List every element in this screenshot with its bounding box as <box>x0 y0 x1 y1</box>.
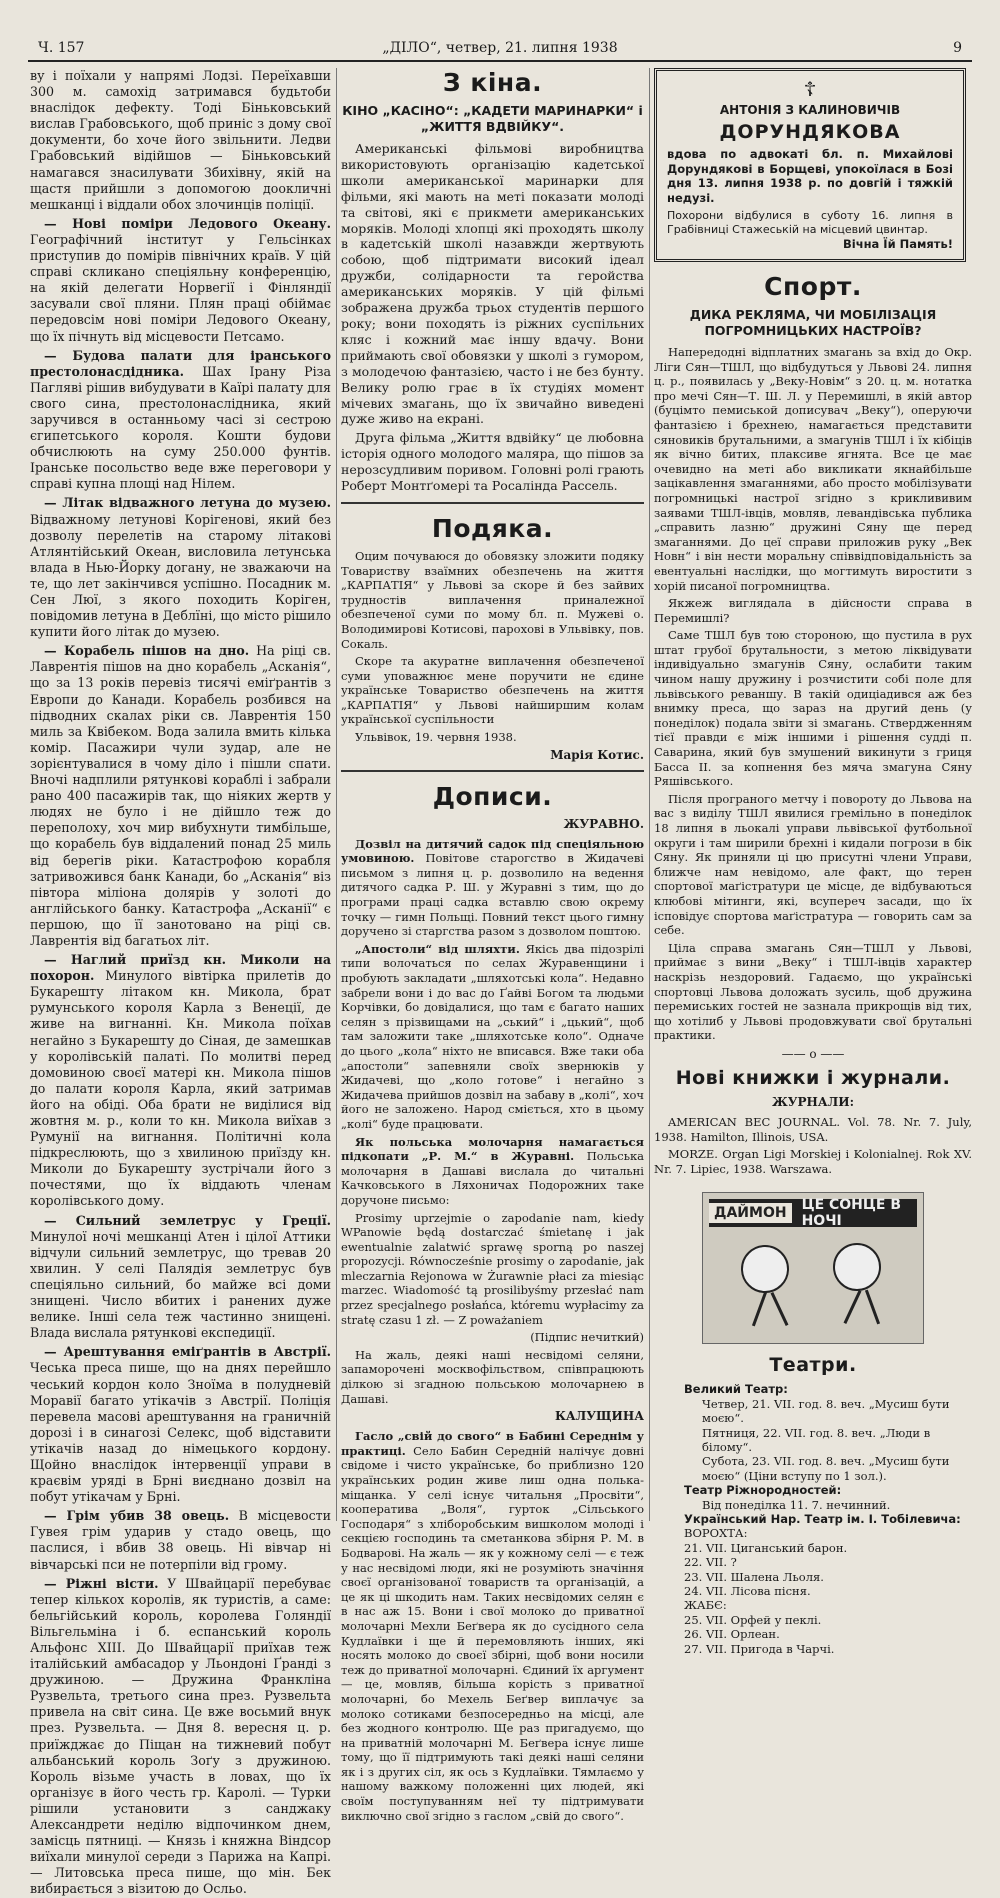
news-headline: — Будова палати для іранського престолонасдідника. <box>30 347 331 379</box>
leg-icon <box>771 1292 789 1326</box>
theatre-name: Театр Ріжнородностей: <box>684 1483 842 1498</box>
obituary-box <box>654 68 966 262</box>
ad-slogan: ЦЕ СОНЦЕ В НОЧІ <box>801 1197 901 1230</box>
theatre-show: 25. VII. Орфей у пеклі. <box>684 1612 822 1627</box>
news-headline: — Грім убив 38 овець. <box>44 1508 230 1524</box>
news-headline: — Корабель пішов на дно. <box>44 643 250 659</box>
theatre-name: Великий Театр: <box>684 1382 788 1397</box>
theatre-show: Четвер, 21. VII. год. 8. веч. „Мусиш бути моєю“. <box>702 1396 950 1426</box>
column-middle <box>341 68 645 1823</box>
separator: —— о —— <box>781 1046 845 1061</box>
theatre-name: Український Нар. Театр ім. І. Тобілевича: <box>684 1511 961 1526</box>
news-item: — Ріжні вісти. У Швайцарії перебуває тепер кількох королів, як туристів, а саме: бельгійський король, королева Голяндії Вільгельміна і б. еспанський король Альфонс XIII. До Швайцарії приїхав теж італійський амбасадор у Льондоні Ґранді з дружиною. — Дружина Франкліна Рузвельта, третього сина през. Рузвельта привела на світ сина. Це вже восьмий внук през. Рузвельта. — Дня 8. вересня ц. р. приїжджає до Піщан на тижневий побут альбанський король Зоґу з дружиною. Король візьме участь в ловах, що їх організує в його честь гр. Каролі. — Турки рішили установити з санджаку Александрети неділю відпочинком днем, замісць пятниці. — Князь і княжна Віндсор виїхали минулої середи з Парижа на Капрі. — Литовська преса пише, що мін. Бек вибирається з візитою до Осльо. <box>30 1575 331 1897</box>
news-item: — Нові поміри Ледового Океану. Географічний інститут у Гельсінках приступив до помірів північних країв. У цій справі скликано спеціяльну конференцію, на якій делегати Норвегії і Фінляндії засували свої пляни. Плян праці обіймає передовсім нові поміри Ледового Океану, що їх пічнуть від місцевости Петсамо. <box>30 215 331 344</box>
section-title-theatre: Театри. <box>769 1354 857 1377</box>
theatre-show: 22. VII. ? <box>684 1555 737 1570</box>
dopys-item: „Апостоли“ від шляхти. Якісь два підозрілі типи волочаться по селах Журавенщини і пробують закладати „шляхотські кола“. Недавно забрели вони і до вас до Ґайві Богом та людьми Корчівки, бо довідалися, що там є багато наших селян з прізвищами на „ський“ і „цький“, щоб там заложити таке „шляхотське коло“. Одначе до цього „кола“ ніхто не вписався. Вже таки оба „апостоли“ запевняли своїх звернюків у Жидачеві, що „коло готове“ і негайно з Жидачева прийшов дозвіл на забаву в „колі“, хоч його не заложено. Народ сміється, хто в цьому „колі“ буде працювати. <box>341 941 644 1131</box>
sport-paragraph: Після програного метчу і повороту до Львова на вас з виділу ТШЛ явилися гремільно в понеділок 18 липня в льокалі управи львівської футбольної округи і там ширили брехні і кидали погрози в бік Сяну. Як приняли ці цю присутні члени Управи, ближче нам невідомо, але факт, що терен спортової маґістратури це місце, де відбуваються клюбові мітинги, які, всупереч засади, що їх ісповідує спортова маґістратура — говорить сам за себе. <box>654 791 972 938</box>
letter-signature: (Підпис нечиткий) <box>530 1330 644 1345</box>
sport-paragraph: Якжеж виглядала в дійсности справа в Перемишлі? <box>654 596 972 625</box>
news-item: — Літак відважного летуна до музею. Відважному летунові Корігенові, який без дозволу перелетів на старому літакові Атлянтійський Океан, висловила летунська влада в Нью-Йорку догану, не звaжаючи на те, що лет закінчився успішно. Посадник м. Сен Люї, з якого походить Коріген, повідомив летуна в Деблїні, що місто рішило купити його літак до музею. <box>30 495 331 640</box>
dopys-item: На жаль, деякі наші несвідомі селяни, запаморочені москвофільством, співпрацюють ділкою зі згадною польською молочарнею в Дашаві. <box>341 1347 644 1406</box>
kino-subtitle: КІНО „КАСІНО“: „КАДЕТИ МАРИНАРКИ“ і „ЖИТТЯ ВДВІЙКУ“. <box>342 103 643 134</box>
theatre-show: 24. VII. Лісова пісня. <box>684 1583 811 1598</box>
obituary-name-line: АНТОНІЯ З КАЛИНОВИЧІВ <box>719 103 901 117</box>
sport-subtitle: ДИКА РЕКЛЯМА, ЧИ МОБІЛІЗАЦІЯ ПОГРОМНИЦЬКИХ НАСТРОЇВ? <box>689 307 937 338</box>
section-title-dopysy: Дописи. <box>432 781 553 811</box>
news-headline: — Сильний землетрус у Греції. <box>44 1212 331 1228</box>
news-item: — Арештування еміґрантів в Австрії. Чеська преса пише, що на днях перейшло чеський кордон коло Зноїма в полудневій Моравії багато утікачів з Австрії. Поліція перевела масові арештування на граничній дорозі і в синагозі Селекс, щоб відставити утікачів назад до німецького кордону. Щойно внаслідок інтервенції управи в краєвім уряді в Брні виєднано дозвіл на побут утікачам у Брні. <box>30 1344 331 1505</box>
journal-entry: MORZE. Organ Ligi Morskiej i Kolonialnej. Rok XV. Nr. 7. Lipiec, 1938. Warszawa. <box>654 1147 972 1176</box>
kino-paragraph: Друга фільма „Життя вдвійку“ це любовна історія одного молодого маляра, що пішов за нерозсудливим поривом. Головні ролі грають Роберт Монтґомері та Росалінда Рассель. <box>341 430 644 494</box>
news-headline: — Нові поміри Ледового Океану. <box>44 215 331 231</box>
theatre-show: Від понеділка 11. 7. нечинний. <box>702 1497 891 1512</box>
obituary-burial: Похорони відбулися в суботу 16. липня в Грабівниці Стажеській на місцевий цвинтар. <box>667 209 953 236</box>
news-headline: — Ріжні вісти. <box>44 1575 159 1591</box>
ad-logo: ДАЙМОН <box>709 1203 792 1223</box>
issue-number: Ч. 157 <box>38 40 85 56</box>
ad-banner <box>709 1197 917 1230</box>
section-title-books: Нові книжки і журнали. <box>675 1066 951 1089</box>
section-title-podyaka: Подяка. <box>431 513 554 543</box>
obituary-surname: ДОРУНДЯКОВА <box>719 121 901 143</box>
news-headline: — Літак відважного летуна до музею. <box>44 495 331 511</box>
section-title-kino: З кіна. <box>442 68 543 97</box>
sport-paragraph: Напередодні відплатних змагань за вхід до Окр. Ліги Сян—ТШЛ, що відбудуться у Львові 24. липня ц. р., появилась у „Веку-Новім“ з 20. ц. м. нотатка про мечі Сян—Т. Ш. Л. у Перемишлі, в якій автор (буцімто пемиськой дописувач „Веку“), оперуючи фантазією і брехнею, намагається представити сяновиків брутальними, а змагунів ТШЛ і їх кібіців як вічно битих, плаксиве ягнята. Все це має очевидно на меті або викликати якнайбільше зацікавлення змаганнями, або просто мобілізувати погромницькі настрої згідно з криклививим заявами ТШЛ-івців, мовляв, левандівська публика „справить лазню“ дружині Сяну ще перед змаганнями. До цеї справи приложив руку „Век Новн“ і він нести моральну співвідповідальність за евентуальні наслідки, що могтимуть виростити з хорій писаної погромництва. <box>654 345 972 593</box>
theatre-show: Пятниця, 22. VII. год. 8. веч. „Люди в білому“. <box>702 1425 931 1454</box>
podyaka-place: Ульвівок, 19. червня 1938. <box>355 730 517 745</box>
theatre-listing <box>684 1382 972 1656</box>
leg-icon <box>844 1290 862 1324</box>
column-divider <box>649 68 650 1521</box>
news-headline: — Наглий приїзд кн. Миколи на похорон. <box>30 952 331 984</box>
journals-label: ЖУРНАЛИ: <box>772 1094 854 1109</box>
leg-icon <box>752 1292 767 1327</box>
tour-city: ЖАБЄ: <box>684 1598 727 1613</box>
podyaka-paragraph: Оцим почуваюся до обовязку зложити подяку Товариству взаїмних обезпечень на життя „КАРПАТІЯ“ у Львові за скоре й без зайвих трудностів виплачення приналежної обезпеченої суми по мому бл. п. Мужеві о. Володимирові Котисові, парохові в Ульвівку, пов. Сокаль. <box>341 548 644 651</box>
page-header <box>28 38 972 60</box>
theatre-show: 21. VII. Циганський барон. <box>684 1540 848 1555</box>
sport-paragraph: Саме ТШЛ був тою стороною, що пустила в рух штат грубої брутальности, з метою ліквідувати індивідуально змагунів Сяну, ослабити таким чином нашу дружину і розчистити собі поле для львівського реваншу. В такій одиціадився аж без внимку преса, що зараз на другий день (у понеділок) подала звіти зі змагань. Ствердженням тієї правди є між іншими і рішення судді п. Саварина, який був змушений викинути з гриця Басса II. за копнення без мяча змагуна Сяну Ряшівського. <box>654 628 972 789</box>
column-left <box>30 68 332 1897</box>
page-number: 9 <box>953 40 962 56</box>
leg-icon <box>865 1290 880 1325</box>
polish-letter: Prosimy uprzejmie o zapodanie nam, kiedy WPanowie będą dostarczać śmietanę i jak ewentualnie zalatwić sprawę sporną po naszej propozycji. Równocześnie prosimy o zapodanie, jak mleczarnia Rejonowa w Żurawnie płaci za miesiąc marzec. Wiadomość tą prosilibyśmy przesłać nam przez specjalnego posłańca, któremu wypłacimy za stratę czasu 1 zł. — Z poważaniem <box>341 1210 644 1327</box>
sport-paragraph: Ціла справа змагань Сян—ТШЛ у Львові, приймає з вини „Веку“ і ТШЛ-івців характер наскрізь нездоровий. Гадаємо, що українські спортовці Львова доложать зусиль, щоб дружина перемиських гостей не зазнала прикрощів від тих, що хотілиб у Львові продовжувати свої брутальні практики. <box>654 940 972 1043</box>
daimon-advertisement <box>702 1192 924 1344</box>
news-item: — Наглий приїзд кн. Миколи на похорон. Минулого вівтірка прилетів до Букарешту літаком кн. Микола, брат румунського короля Карла з Венеції, де живе на вигнанні. Кн. Микола поїхав негайно з Букарешту до Сіная, де замешкав у королівській палаті. По молитві перед домовиною своєї матері кн. Микола пішов до палати короля Карла, який затримав його на обіді. Оба брати не виділися від жовтня м. р., коли то кн. Микола виїхав з Румунії на вигнання. Політичні кола підкреслюють, що з хвилиною приїзду кн. Миколи до Букарешту зустрічали його з почестями, що їх віддають членам королівського дому. <box>30 952 331 1209</box>
column-divider <box>336 68 337 1521</box>
section-rule <box>341 770 644 772</box>
news-item: — Сильний землетрус у Греції. Минулої ночі мешканці Атен і цілої Аттики відчули сильний землетрус, що тревав 20 хвилин. У селі Палядія землетрус був спеціяльно сильний, бо майже всі доми знищені. Число вбитих і ранених дуже велике. Інші села теж частинно знищені. Влада вислала рятункові експедиції. <box>30 1212 331 1341</box>
dopys-item: Дозвіл на дитячий садок під спеціяльною умовиною. Повітове старогство в Жидачеві письмом з липня ц. р. дозволило на ведення дитячого садка Р. Ш. у Журавні з тим, що до програми праці садка вставлю свою окрему точку — гимн Польщі. Повний текст цього гимну доручено зі старгства разом з дозволом поштою. <box>341 836 644 939</box>
theatre-show: 23. VII. Шалена Льоля. <box>684 1569 824 1584</box>
podyaka-signature: Марія Котис. <box>550 747 644 762</box>
dopys-item: Як польська молочарня намагається підкопати „Р. М.“ в Журавні. Польська молочарня в Дашаві вислала до читальні Качковського в Ляхоничах Подорожних таке доручоне письмо: <box>341 1134 645 1207</box>
podyaka-paragraph: Скоре та акуратне виплачення обезпеченої суми уповажнює мене поручити не єдине українське Товариство обезпечень на життя „КАРПАТІЯ“ у Львові найширшим колам української суспільности <box>341 654 644 727</box>
obituary-memory: Вічна Їй Память! <box>842 237 953 251</box>
section-rule <box>341 502 644 504</box>
theatre-show: 27. VII. Пригода в Чарчі. <box>684 1641 835 1656</box>
child-figure-icon <box>833 1243 881 1291</box>
news-item: — Корабель пішов на дно. На ріці св. Лаврентія пішов на дно корабель „Асканія“, що за 13 років перевіз тисячі еміґрантів з Европи до Канади. Корабель розбився на підводних скалах ріки св. Лаврентія 150 миль за Квібеком. Вода залила вмить кілька комір. Пасажири чули зудар, але не зорієнтувалися в чому діло і пішли спати. Вночі надплили рятункові кораблі і забрали рано 400 пасажирів так, що ніяких жертв у людях не було і не дійшло теж до переполоху, хоч мир вибухнути тимбільше, що корабель був віддалений понад 25 миль від берегів ріки. Катастрофою корабля затривожився банк Канади, бо „Асканія“ віз півтора міліона долярів у золоті до англійського банку. Катастрофа „Асканії“ є першою, що її занотовано на ріці св. Лаврентія від багатьох літ. <box>30 643 331 948</box>
news-item: — Грім убив 38 овець. В місцевости Гувея грім ударив у стадо овець, що паслися, і вбив 38 овець. Ні вівчар ні вівчарські пси не потерпіли від грому. <box>30 1508 331 1572</box>
news-headline: — Арештування еміґрантів в Австрії. <box>44 1344 331 1360</box>
dopys-item: Гасло „свій до свого“ в Бабині Середнім у практиці. Село Бабин Середній налічує довні свідоме і чисто українське, бо приблизно 120 українських родин живе лиш одна полька-міщанка. У селі існує читальня „Просвіти“, кооператива „Воля“, гурток „Сільського Господаря“ з хліборобським вишколом молоді і секцією господинь та сметанкова збірня Р. М. в Бодварові. На жаль — як у кожному селі — є теж у нас несвідомі люди, які не розуміють значіння своєї організованої товариств та організацій, а це як ці шкодить нам. Таких несвідомих селян є в нас аж 15. Вони і свої молоко до приватної молочарні Мехли Беґвера як до сусідного села Кудлаївки і ще й перемовляють інших, які носять молоко до своєї збірні, щоб вони носили теж до приватної молочарні. Єдиний їх аргумент — це, мовляв, більша корість з приватної молочарні, бо Мехель Беґвер виплачує за молоко сотиками безпосередньо на місці, але без жодного контролю. Ще раз пригадуємо, що на приватній молочарні М. Беґвера існує лише тому, що її підтримують такі деякі наші селяни як і з других сіл, як ось з Кудлаївки. Тямлаємо у нашому важкому положенні цих людей, які своїм поступуванням неї ту підтримувати виключно свої згідно з гаслом „свій до свого“. <box>341 1429 644 1823</box>
child-figure-icon <box>741 1245 789 1293</box>
journal-entry: AMERICAN BEC JOURNAL. Vol. 78. Nr. 7. July, 1938. Hamilton, Illinois, USA. <box>654 1114 972 1144</box>
obituary-text: вдова по адвокаті бл. п. Михайлові Дорундякові в Борщеві, упокоїлася в Бозі дня 13. липня 1938 р. по довгій і тяжкій недузі. <box>667 147 953 205</box>
section-title-sport: Спорт. <box>764 272 862 301</box>
tour-city: ВОРОХТА: <box>684 1526 748 1541</box>
orthodox-cross-icon: ☦ <box>803 77 817 101</box>
theatre-show: 26. VII. Орлеан. <box>684 1627 780 1642</box>
news-item: — Будова палати для іранського престолонасдідника. Шах Ірану Різа Пагляві рішив вибудувати в Каїрі палату для свого сина, престолонаслідника, який заручився в останньому часі зі сестрою єгипетського короля. Кошти будови обчислюють на суму 250.000 фунтів. Іранське посольство веде вже переговори у справі купна площі над Нілем. <box>30 347 332 492</box>
dopys-place: ЖУРАВНО. <box>563 816 644 831</box>
dopys-place: КАЛУЩИНА <box>554 1409 644 1424</box>
masthead-line: „ДІЛО“, четвер, 21. липня 1938 <box>382 40 618 56</box>
news-item: ву і поїхали у напрямі Лодзі. Переїхавши 300 м. самохід затримався будьтоби внаслідок дефекту. Тоді Біньковський вислав Грабовського, щоб приніс з дому свої документи, бо хоче його звільнити. Ледви Грабовський відійшов — Біньковський намагався знасилувати Збихівну, якій на щастя прийшли з допомогою доокличні мешканці і віддали обох злочинців поліції. <box>30 68 331 212</box>
kino-paragraph: Американські фільмові виробництва використовують організацію кадетської школи американської маринарки для фільми, які мають на меті показати молоді та світові, які є прикмети американських моряків. Молоді хлопці які проходять школу в кадетській школі назавжди жертвують собою, щоб підтримати високий ідеал дружби, солідарности та геройства американських моряків. У цій фільмі зображена дружба трьох студентів першого року; вони походять із ріжних суспільних кляс і кожний має іншу вдачу. Вони приймають свої обовязки у школі з гумором, з молодечою фантазією, часто і не без бунту. Велику ролю грає в їх студіях момент мічевих змагань, що їх звичайно виведені дуже живо на екрані. <box>341 141 644 427</box>
column-right <box>654 68 972 1656</box>
theatre-show: Субота, 23. VII. год. 8. веч. „Мусиш бути моєю“ (Ціни вступу по 1 зол.). <box>702 1454 950 1483</box>
header-rule <box>28 60 972 62</box>
